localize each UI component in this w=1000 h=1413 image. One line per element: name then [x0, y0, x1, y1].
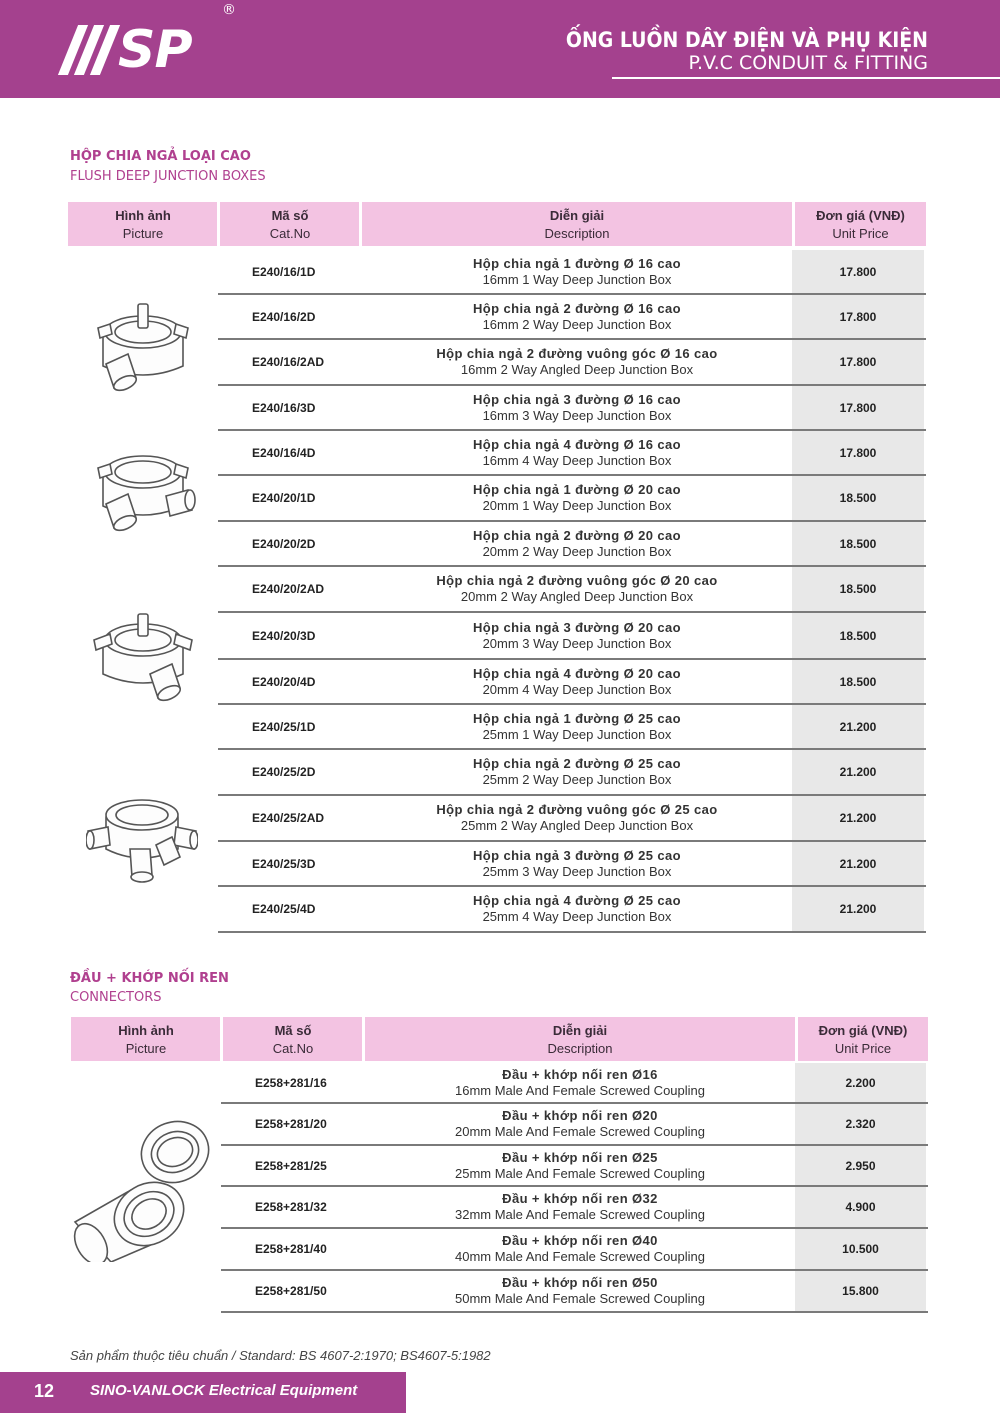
- unit-price: 18.500: [792, 660, 924, 703]
- description-vi: Hộp chia ngả 3 đường Ø 20 cao: [473, 619, 681, 635]
- description: [362, 295, 792, 338]
- description-vi: Hộp chia ngả 1 đường Ø 20 cao: [473, 482, 681, 497]
- screwed-coupling-picture: [71, 1112, 219, 1262]
- unit-price: 21.200: [792, 750, 924, 794]
- cat-no: E240/20/3D: [252, 628, 316, 643]
- description: [365, 1187, 795, 1227]
- header-unit-price: Đơn giá (VNĐ) Unit Price: [816, 208, 905, 241]
- table-row: [218, 567, 926, 613]
- description: [362, 705, 792, 748]
- description-en: 16mm 3 Way Deep Junction Box: [482, 407, 672, 423]
- description-vi: Hộp chia ngả 2 đường Ø 25 cao: [473, 756, 681, 771]
- standard-note: Sản phẩm thuộc tiêu chuẩn / Standard: BS 4607-2:1970; BS4607-5:1982: [70, 1348, 491, 1363]
- description-en: 16mm 2 Way Angled Deep Junction Box: [460, 362, 694, 377]
- table-row: [221, 1271, 928, 1313]
- description-vi: Hộp chia ngả 4 đường Ø 25 cao: [473, 893, 681, 908]
- junction-box-table: [68, 202, 926, 937]
- registered-mark: ®: [222, 2, 236, 18]
- description-vi: Đầu + khớp nối ren Ø16: [502, 1066, 658, 1082]
- description: [362, 567, 792, 611]
- description: [362, 750, 792, 794]
- unit-price: 21.200: [792, 705, 924, 748]
- description-vi: Hộp chia ngả 2 đường Ø 16 cao: [473, 300, 681, 316]
- description-en: 20mm 2 Way Deep Junction Box: [482, 543, 672, 559]
- description: [362, 660, 792, 703]
- logo-slashes-icon: [68, 25, 110, 75]
- unit-price: 2.200: [795, 1063, 926, 1102]
- description: [362, 476, 792, 520]
- connectors-table: [71, 1017, 928, 1315]
- description: [362, 842, 792, 885]
- header-cat-no: Mã số Cat.No: [272, 1023, 314, 1056]
- description: [362, 431, 792, 474]
- table-row: [218, 386, 926, 431]
- logo-text: SP: [118, 20, 192, 80]
- header-subtitle: P.V.C CONDUIT & FITTING: [688, 52, 928, 74]
- unit-price: 18.500: [792, 476, 924, 520]
- footer-brand: SINO-VANLOCK Electrical Equipment: [90, 1382, 358, 1399]
- description: [362, 796, 792, 840]
- description-en: 20mm 1 Way Deep Junction Box: [482, 498, 672, 513]
- description-vi: Hộp chia ngả 2 đường Ø 20 cao: [473, 527, 681, 543]
- description-en: 20mm 4 Way Deep Junction Box: [482, 681, 672, 697]
- cat-no: E240/20/2AD: [252, 582, 325, 596]
- table-row: [218, 431, 926, 476]
- unit-price: 21.200: [792, 887, 924, 931]
- description: [362, 613, 792, 658]
- description: [365, 1146, 795, 1185]
- description-en: 20mm 2 Way Angled Deep Junction Box: [460, 589, 694, 604]
- section2-subtitle: CONNECTORS: [70, 990, 162, 1005]
- description-en: 20mm 3 Way Deep Junction Box: [482, 635, 672, 651]
- cat-no: E240/25/4D: [252, 902, 316, 916]
- table-row: [218, 660, 926, 705]
- header-description: Diễn giải Description: [544, 208, 610, 241]
- description: [365, 1104, 795, 1144]
- description: [362, 250, 792, 293]
- description-en: 25mm 2 Way Deep Junction Box: [482, 772, 672, 787]
- description-vi: Đầu + khớp nối ren Ø20: [502, 1108, 658, 1123]
- cat-no: E240/25/1D: [252, 719, 316, 734]
- unit-price: 18.500: [792, 567, 924, 611]
- header-description: Diễn giải Description: [547, 1023, 613, 1056]
- unit-price: 17.800: [792, 386, 924, 429]
- description-en: 40mm Male And Female Screwed Coupling: [454, 1249, 705, 1264]
- cat-no: E240/16/4D: [252, 445, 316, 460]
- description-vi: Hộp chia ngả 4 đường Ø 16 cao: [473, 436, 681, 452]
- cat-no: E240/20/1D: [252, 491, 316, 505]
- cat-no: E240/16/3D: [252, 400, 316, 415]
- page-number: 12: [34, 1381, 55, 1401]
- cat-no: E258+281/50: [255, 1284, 327, 1298]
- cat-no: E258+281/32: [255, 1200, 327, 1214]
- unit-price: 10.500: [795, 1229, 926, 1269]
- cat-no: E258+281/25: [255, 1158, 327, 1173]
- cat-no: E240/16/2AD: [252, 355, 325, 369]
- header-title: ỐNG LUỒN DÂY ĐIỆN VÀ PHỤ KIỆN: [565, 28, 928, 52]
- junction-box-angled-picture: [88, 612, 198, 712]
- junction-box-2way-picture: [88, 444, 198, 544]
- description-vi: Hộp chia ngả 2 đường vuông góc Ø 16 cao: [436, 346, 718, 361]
- header-cat-no: Mã số Cat.No: [269, 208, 311, 241]
- description-en: 25mm 2 Way Angled Deep Junction Box: [460, 818, 694, 833]
- cat-no: E240/20/4D: [252, 674, 316, 689]
- header-picture: Hình ảnh Picture: [115, 208, 171, 241]
- cat-no: E240/25/2AD: [252, 811, 325, 825]
- unit-price: 2.320: [795, 1104, 926, 1144]
- description-en: 16mm Male And Female Screwed Coupling: [454, 1082, 705, 1098]
- description-vi: Đầu + khớp nối ren Ø25: [502, 1149, 658, 1165]
- unit-price: 21.200: [792, 796, 924, 840]
- junction-box-1way-picture: [88, 294, 198, 404]
- description-en: 25mm 4 Way Deep Junction Box: [482, 909, 672, 924]
- description-vi: Đầu + khớp nối ren Ø32: [502, 1191, 658, 1206]
- unit-price: 17.800: [792, 250, 924, 293]
- description-en: 25mm 1 Way Deep Junction Box: [482, 726, 672, 742]
- table-row: [218, 796, 926, 842]
- cat-no: E258+281/16: [255, 1075, 327, 1090]
- description-en: 16mm 2 Way Deep Junction Box: [482, 316, 672, 332]
- description: [362, 386, 792, 429]
- description: [365, 1271, 795, 1311]
- table-row: [218, 295, 926, 340]
- table-row: [218, 476, 926, 522]
- table-row: [218, 340, 926, 386]
- table-row: [218, 250, 926, 295]
- header-unit-price: Đơn giá (VNĐ) Unit Price: [818, 1023, 908, 1056]
- cat-no: E240/25/3D: [252, 856, 316, 871]
- table-row: [218, 705, 926, 750]
- cat-no: E240/16/2D: [252, 309, 316, 324]
- description-vi: Hộp chia ngả 3 đường Ø 16 cao: [473, 391, 681, 407]
- description-vi: Hộp chia ngả 4 đường Ø 20 cao: [473, 665, 681, 681]
- description-en: 32mm Male And Female Screwed Coupling: [454, 1207, 705, 1222]
- unit-price: 17.800: [792, 340, 924, 384]
- description-vi: Hộp chia ngả 2 đường vuông góc Ø 20 cao: [436, 573, 718, 588]
- description-en: 50mm Male And Female Screwed Coupling: [454, 1291, 705, 1306]
- description: [362, 340, 792, 384]
- description-en: 25mm Male And Female Screwed Coupling: [454, 1165, 705, 1181]
- cat-no: E240/16/1D: [252, 264, 316, 279]
- unit-price: 4.900: [795, 1187, 926, 1227]
- section1-subtitle: FLUSH DEEP JUNCTION BOXES: [70, 169, 266, 184]
- header-divider: [612, 77, 1000, 79]
- cat-no: E240/20/2D: [252, 536, 316, 551]
- table-row: [218, 750, 926, 796]
- table-row: [221, 1229, 928, 1271]
- section1-title: HỘP CHIA NGẢ LOẠI CAO: [70, 149, 251, 164]
- description-en: 20mm Male And Female Screwed Coupling: [454, 1124, 705, 1139]
- unit-price: 15.800: [795, 1271, 926, 1311]
- table-row: [218, 522, 926, 567]
- unit-price: 18.500: [792, 522, 924, 565]
- description-vi: Hộp chia ngả 1 đường Ø 25 cao: [473, 710, 681, 726]
- description-vi: Hộp chia ngả 2 đường vuông góc Ø 25 cao: [436, 802, 718, 817]
- description-en: 16mm 4 Way Deep Junction Box: [482, 452, 672, 468]
- table-row: [221, 1104, 928, 1146]
- cat-no: E240/25/2D: [252, 765, 316, 779]
- table-row: [221, 1187, 928, 1229]
- description-vi: Đầu + khớp nối ren Ø50: [502, 1275, 658, 1290]
- description-vi: Đầu + khớp nối ren Ø40: [502, 1233, 658, 1248]
- description-vi: Hộp chia ngả 3 đường Ø 25 cao: [473, 847, 681, 863]
- unit-price: 21.200: [792, 842, 924, 885]
- description: [362, 522, 792, 565]
- unit-price: 18.500: [792, 613, 924, 658]
- unit-price: 17.800: [792, 431, 924, 474]
- table-row: [218, 613, 926, 660]
- table-row: [221, 1063, 928, 1104]
- junction-box-4way-picture: [86, 787, 198, 887]
- description-en: 16mm 1 Way Deep Junction Box: [482, 271, 672, 287]
- cat-no: E258+281/40: [255, 1242, 327, 1256]
- description-vi: Hộp chia ngả 1 đường Ø 16 cao: [473, 255, 681, 271]
- cat-no: E258+281/20: [255, 1117, 327, 1131]
- table-row: [218, 842, 926, 887]
- description: [365, 1229, 795, 1269]
- section2-title: ĐẦU + KHỚP NỐI REN: [70, 971, 229, 986]
- description: [365, 1063, 795, 1102]
- brand-logo: [68, 20, 192, 80]
- unit-price: 2.950: [795, 1146, 926, 1185]
- header-picture: Hình ảnh Picture: [118, 1023, 174, 1056]
- unit-price: 17.800: [792, 295, 924, 338]
- description: [362, 887, 792, 931]
- description-en: 25mm 3 Way Deep Junction Box: [482, 863, 672, 879]
- table-row: [218, 887, 926, 933]
- table-row: [221, 1146, 928, 1187]
